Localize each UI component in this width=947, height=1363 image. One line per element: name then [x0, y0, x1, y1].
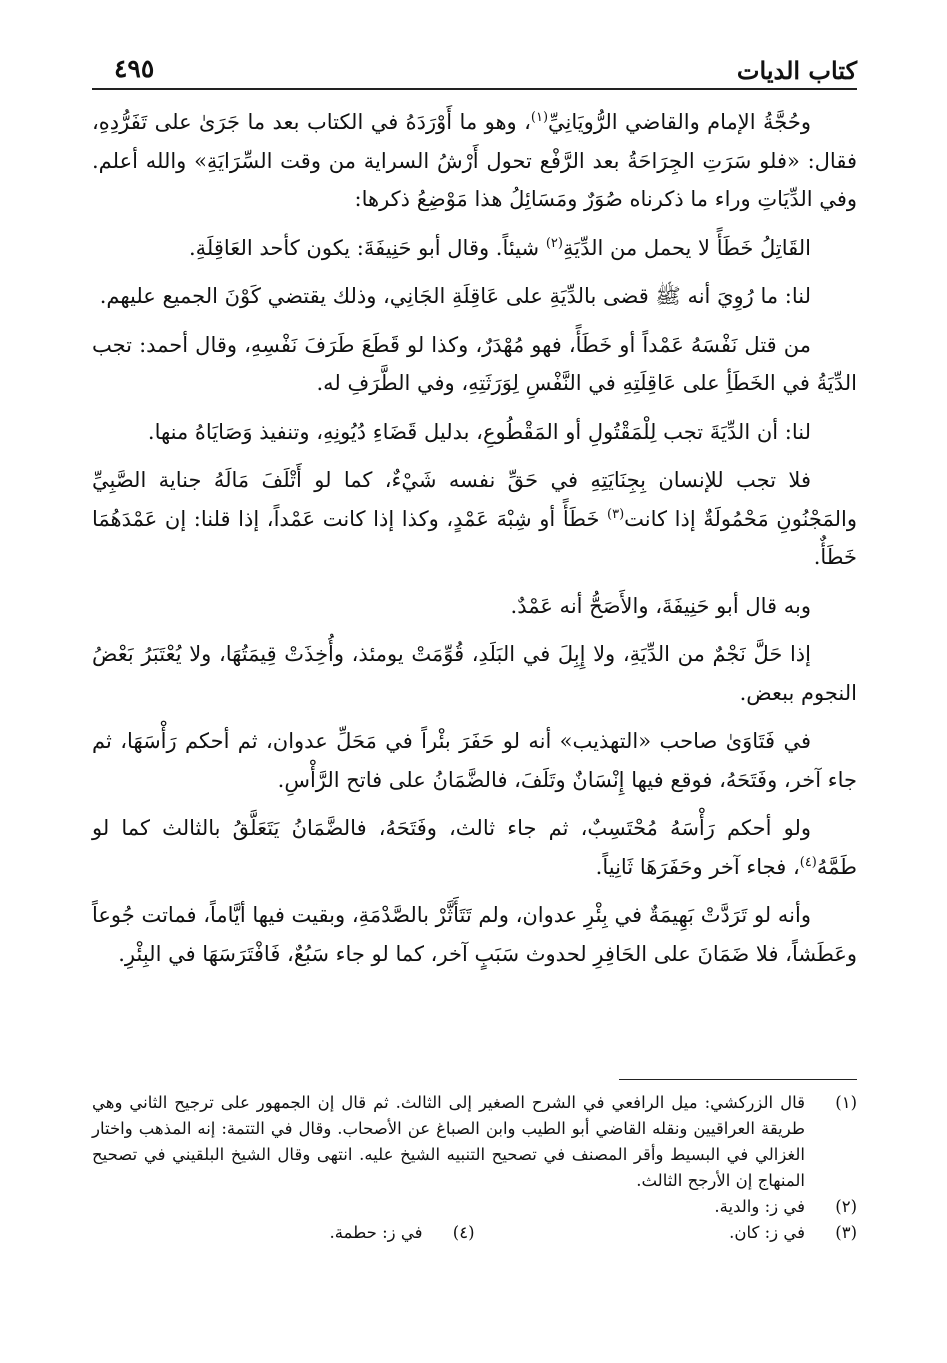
paragraph-text: القَاتِلُ خَطَأً لا يحمل من الدِّيَةِ — [562, 235, 811, 260]
paragraph-9: في فَتَاوَىٰ صاحب «التهذيب» أنه لو حَفَرَ بئْراً في مَحَلِّ عدوان، ثم أحكم رَأْسَهَا، ثم جاء آخر، وفَتَحَهُ، فوقع فيها إِنْسَانٌ وتَلَفَ، فالضَّمَانُ على فاتح الرَّأْسِ. — [92, 729, 857, 792]
paragraph-3: لنا: ما رُوِيَ أنه ﷺ قضى بالدِّيَةِ على عَاقِلَةِ الجَانِي، وذلك يقتضي كَوْنَ الجميع عليهم. — [99, 284, 811, 308]
footnote-text: في ز: حطمة. — [329, 1223, 423, 1242]
paragraph-text: فلا تجب للإنسان بِجِنَايَتِهِ في حَقِّ نفسه شَيْءٌ، كما لو أَتْلَفَ مَالَهُ جناية الصَّبِيِّ والمَجْنُونِ مَحْمُولَةٌ إذا كانت — [92, 468, 857, 531]
footnote-3 — [475, 1220, 858, 1246]
footnote-number: (٣) — [835, 1223, 857, 1242]
paragraph-2 — [92, 229, 857, 268]
main-text — [92, 103, 857, 973]
footnote-4 — [92, 1220, 475, 1246]
paragraph-11: وأنه لو تَرَدَّتْ بَهِيمَةٌ في بِئْرِ عدوان، ولم تَتَأَثَّرْ بالصَّدْمَةِ، وبقيت فيها أيَّاماً، فماتت جُوعاً وعَطَشاً، فلا ضَمَانَ على الحَافِرِ لحدوث سَبَبٍ آخر، كما لو جاء سَبُعٌ، فَافْتَرَسَهَا في البِئْرِ. — [92, 903, 857, 966]
footnote-ref-3[interactable]: (٣) — [607, 506, 625, 522]
footnote-text: قال الزركشي: ميل الرافعي في الشرح الصغير إلى الثالث. ثم قال إن الجمهور على ترجيح الثاني وهي طريقة العراقيين ونقله القاضي أبو الطيب وابن الصباغ عن الأصحاب. وقال في التتمة: إنه المذهب واختار الغزالي في البسيط وأقر المصنف في تصحيح التنبيه الشيخ عليه. انتهى وقال الشيخ البلقيني في تصحيح المنهاج إن الأرجح الثالث. — [92, 1093, 805, 1190]
chapter-title: كتاب الديات — [736, 56, 857, 85]
running-header — [92, 52, 857, 90]
footnote-text: في ز: والدية. — [714, 1197, 805, 1216]
footnote-text: في ز: كان. — [729, 1223, 805, 1242]
footnote-2 — [92, 1194, 857, 1220]
paragraph-text: ، فجاء آخر وحَفَرَهَا ثَانِياً. — [595, 854, 800, 879]
footnote-1 — [92, 1090, 857, 1194]
footnote-ref-2[interactable]: (٢) — [545, 235, 563, 251]
footnote-number: (١) — [835, 1093, 857, 1112]
paragraph-7: وبه قال أبو حَنِيفَةَ، والأَصَحُّ أنه عَمْدٌ. — [510, 593, 811, 618]
paragraph-6 — [92, 461, 857, 577]
footnote-row — [92, 1220, 857, 1246]
paragraph-4: من قتل نَفْسَهُ عَمْداً أو خَطَأً، فهو مُهْدَرٌ، وكذا لو قَطَعَ طَرَفَ نَفْسِهِ، وقال أحمد: تجب الدِّيَةُ في الخَطَأِ على عَاقِلَتِهِ في النَّفْسِ لِوَرَثَتِهِ، وفي الطَّرَفِ له. — [92, 332, 857, 395]
paragraph-text: ، وهو ما أَوْرَدَهُ في الكتاب بعد ما جَرَىٰ على تَفَرُّدِهِ، فقال: «فلو سَرَتِ الجِرَاحَةُ بعد الرَّفْع تحول أَرْشُ السراية من وقت السِّرَايَةِ» والله أعلم. وفي الدِّيَاتِ وراء ما ذكرناه صُوَرٌ ومَسَائِلُ هذا مَوْضِعُ ذكرها: — [92, 110, 857, 211]
footnote-ref-4[interactable]: (٤) — [799, 854, 817, 870]
footnote-number: (٢) — [835, 1197, 857, 1216]
paragraph-text: ولو أحكم رَأْسَهُ مُحْتَسِبٌ، ثم جاء ثالث، وفَتَحَهُ، فالضَّمَانُ يَتَعَلَّقُ بالثالث كما لو طَمَّهُ — [92, 816, 857, 879]
footnotes — [92, 1090, 857, 1246]
paragraph-text: وحُجَّةُ الإمام والقاضي الرُّويَانِيِّ — [548, 110, 811, 134]
paragraph-text: خَطَأً أو شِبْهَ عَمْدٍ، وكذا إذا كانت عَمْداً، إذا قلنا: إن عَمْدَهُمَا خَطَأٌ. — [92, 506, 857, 569]
paragraph-1 — [92, 103, 857, 219]
paragraph-5: لنا: أن الدِّيَةَ تجب لِلْمَقْتُولِ أو المَقْطُوعِ، بدليل قَضَاءِ دُيُونِهِ، وتنفيذ وَصَايَاهُ منها. — [147, 419, 811, 444]
paragraph-text: شيئاً. وقال أبو حَنِيفَةَ: يكون كأحد العَاقِلَةِ. — [188, 235, 546, 260]
paragraph-10 — [92, 809, 857, 886]
footnote-number: (٤) — [452, 1223, 475, 1242]
page-number: ٤٩٥ — [114, 54, 155, 83]
paragraph-8: إذا حَلَّ نَجْمٌ من الدِّيَةِ، ولا إِبِلَ في البَلَدِ، قُوِّمَتْ يومئذ، وأُخِذَتْ قِيمَتُهَا، ولا يُعْتَبَرُ بَعْضُ النجوم ببعض. — [92, 642, 857, 705]
footnote-ref-1[interactable]: (١) — [530, 110, 549, 125]
footnote-divider — [619, 1079, 857, 1080]
